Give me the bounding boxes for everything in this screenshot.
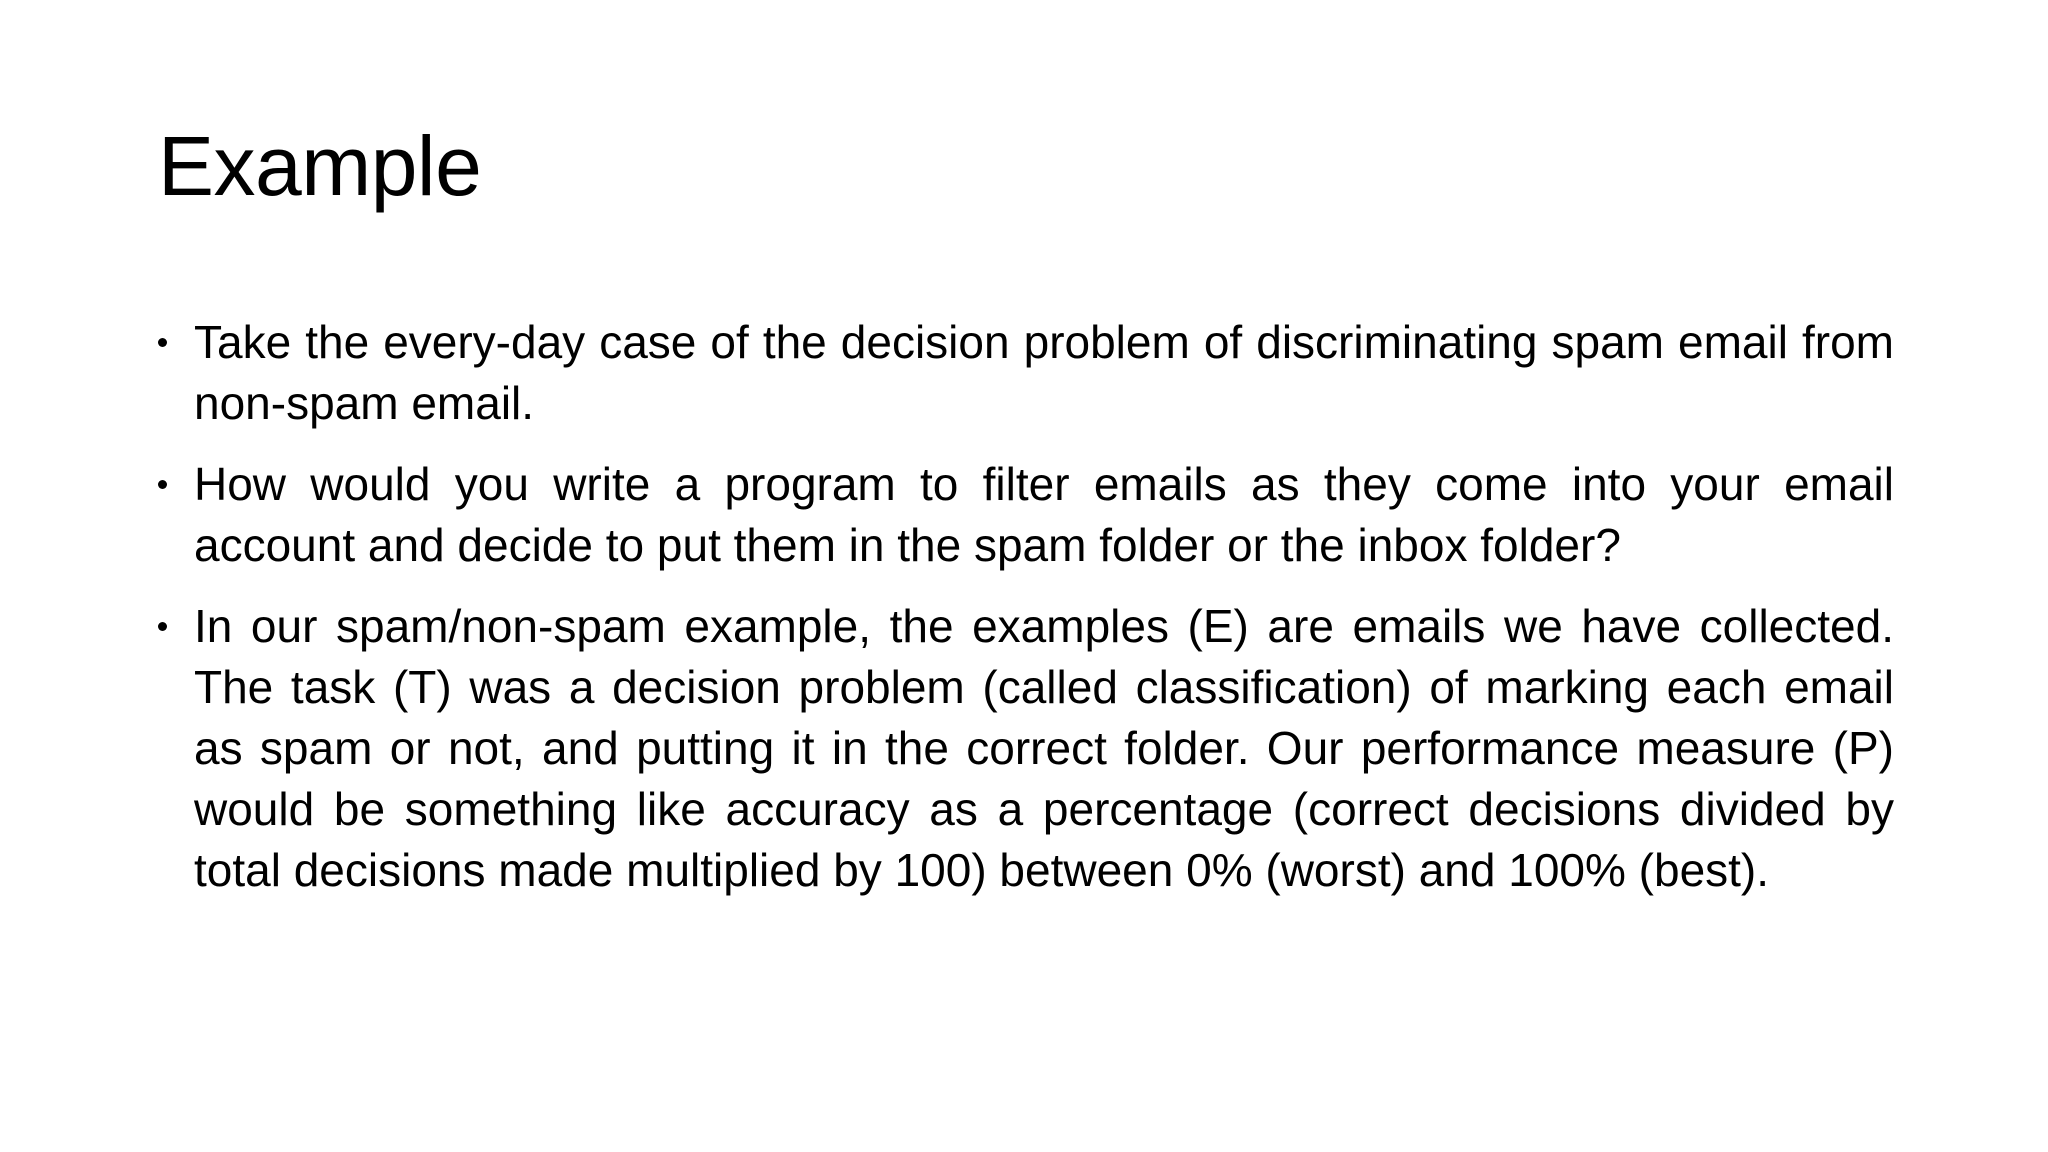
bullet-item-filter-program xyxy=(158,454,1894,576)
bullet-dot-icon xyxy=(158,480,167,489)
bullet-text: How would you write a program to filter emails as they come into your email account and decide to put them in the spam folder or the inbox folder? xyxy=(194,458,1894,571)
slide-title: Example xyxy=(158,119,482,213)
bullet-item-spam-case xyxy=(158,312,1894,434)
bullet-dot-icon xyxy=(158,622,167,631)
bullet-text: Take the every-day case of the decision problem of discriminating spam email from non-spam email. xyxy=(194,316,1894,429)
bullet-item-etp-example xyxy=(158,596,1894,901)
bullet-list xyxy=(158,312,1894,921)
bullet-text: In our spam/non-spam example, the examples (E) are emails we have collected. The task (T) was a decision problem (called classification) of marking each email as spam or not, and putting it in the correct folder. Our performance measure (P) would be something like accuracy as a percentage (correct decisions divided by total decisions made multiplied by 100) between 0% (worst) and 100% (best). xyxy=(194,600,1894,896)
bullet-dot-icon xyxy=(158,338,167,347)
